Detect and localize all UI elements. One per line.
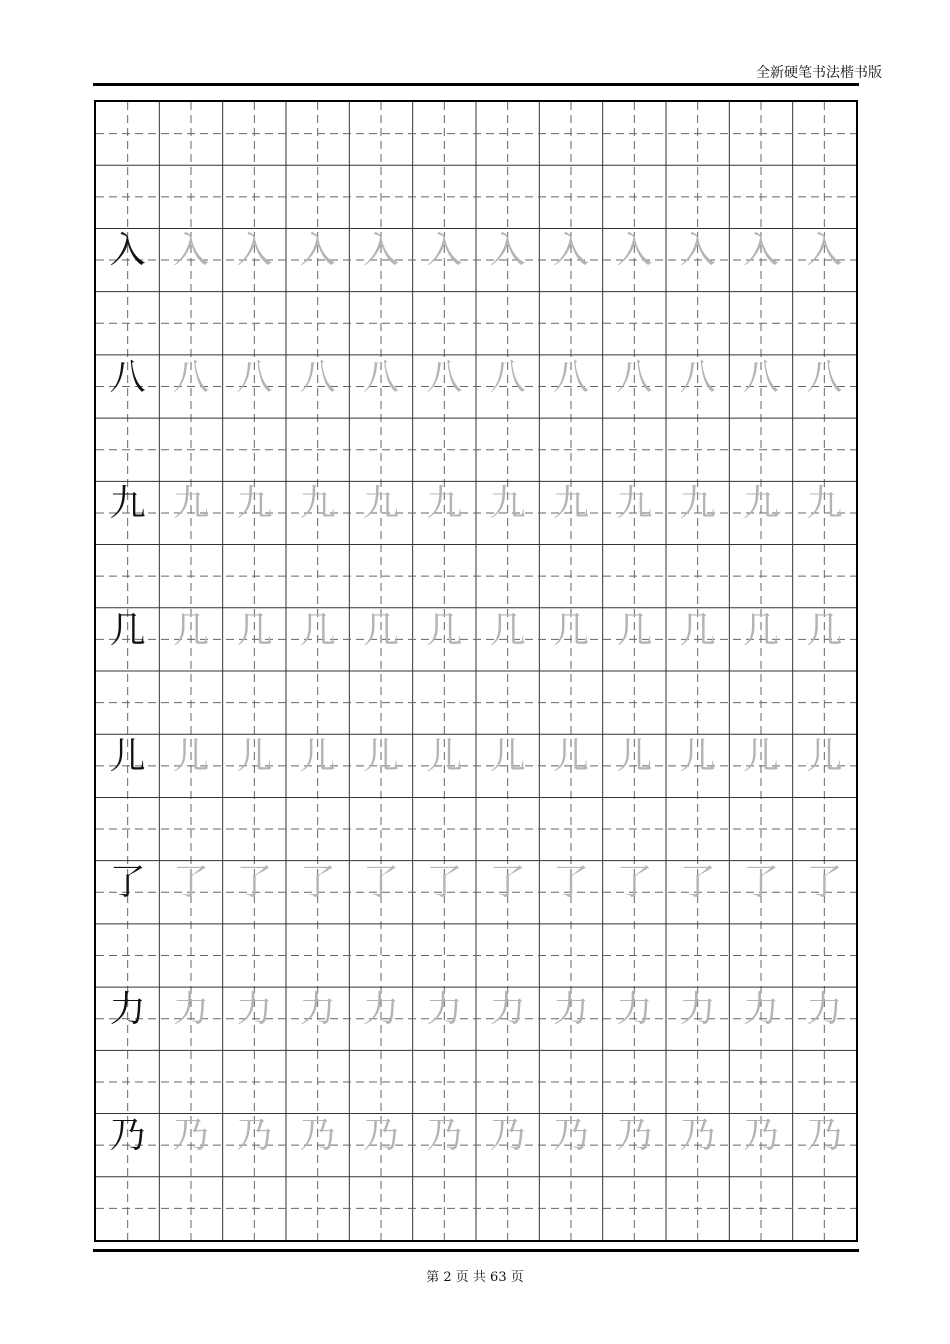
trace-character-cell [223,424,286,550]
trace-character: 八 [362,356,399,398]
trace-character: 几 [679,609,716,651]
trace-character: 八 [679,356,716,398]
trace-character-cell [793,677,856,803]
trace-character-cell [413,1056,476,1182]
trace-character: 儿 [742,736,779,777]
trace-character-cell [286,298,349,424]
trace-character: 儿 [679,736,716,777]
practice-row [96,930,856,1056]
trace-character-cell [539,803,602,929]
trace-character: 九 [806,483,843,525]
trace-character-cell [349,551,412,677]
trace-character-cell [539,551,602,677]
trace-character-cell [159,171,222,297]
trace-character: 入 [299,230,336,272]
trace-character: 乃 [616,1115,653,1157]
trace-character-cell [603,298,666,424]
model-character-cell [96,930,159,1056]
trace-character: 八 [616,356,653,398]
trace-character-cell [476,930,539,1056]
trace-character-cell [793,930,856,1056]
trace-character: 了 [236,862,273,904]
model-character: 八 [109,356,146,398]
trace-character-cell [413,171,476,297]
trace-character: 儿 [172,736,209,777]
trace-character-cell [729,930,792,1056]
trace-character-cell [603,803,666,929]
model-character: 了 [109,862,146,904]
trace-character-cell [729,298,792,424]
trace-character: 儿 [616,736,653,777]
trace-character: 力 [489,988,526,1030]
trace-character: 几 [806,609,843,651]
trace-character-cell [666,551,729,677]
trace-character-cell [793,171,856,297]
trace-character-cell [223,171,286,297]
model-character: 入 [109,230,146,272]
trace-character-cell [349,298,412,424]
trace-character: 了 [679,862,716,904]
trace-character-cell [539,298,602,424]
trace-character: 了 [552,862,589,904]
trace-character-cell [793,298,856,424]
trace-character-cell [349,677,412,803]
trace-character-cell [349,424,412,550]
practice-row [96,803,856,929]
model-character: 乃 [109,1115,146,1157]
trace-character: 了 [172,862,209,904]
trace-character: 儿 [426,736,463,777]
trace-character: 儿 [299,736,336,777]
trace-character: 八 [299,356,336,398]
trace-character-cell [159,1056,222,1182]
trace-character-cell [349,1056,412,1182]
trace-character: 入 [679,230,716,272]
trace-character-cell [286,677,349,803]
trace-character: 九 [172,483,209,525]
trace-character-cell [286,551,349,677]
trace-character: 力 [679,988,716,1030]
trace-character-cell [793,551,856,677]
trace-character: 入 [552,230,589,272]
trace-character: 乃 [426,1115,463,1157]
trace-character-cell [223,803,286,929]
practice-row [96,677,856,803]
trace-character: 力 [426,988,463,1030]
trace-character: 入 [236,230,273,272]
trace-character-cell [159,930,222,1056]
trace-character-cell [349,803,412,929]
trace-character-cell [286,1056,349,1182]
document-title: 全新硬笔书法楷书版 [756,65,882,81]
trace-character: 乃 [362,1115,399,1157]
trace-character: 儿 [362,736,399,777]
trace-character: 八 [742,356,779,398]
trace-character: 九 [489,483,526,525]
trace-character-cell [223,930,286,1056]
trace-character: 入 [172,230,209,272]
trace-character-cell [413,677,476,803]
model-character-cell [96,171,159,297]
trace-character: 力 [742,988,779,1030]
trace-character: 乃 [806,1115,843,1157]
trace-character-cell [539,930,602,1056]
trace-character: 乃 [679,1115,716,1157]
trace-character-cell [666,803,729,929]
trace-character: 几 [552,609,589,651]
trace-character-cell [349,171,412,297]
trace-character-cell [603,171,666,297]
trace-character: 乃 [236,1115,273,1157]
trace-character: 八 [426,356,463,398]
trace-character: 九 [236,483,273,525]
practice-row [96,1056,856,1182]
trace-character: 了 [362,862,399,904]
practice-row [96,171,856,297]
trace-character: 力 [806,988,843,1030]
trace-character-cell [476,803,539,929]
trace-character: 几 [236,609,273,651]
trace-character: 乃 [299,1115,336,1157]
model-character-cell [96,551,159,677]
trace-character-cell [286,803,349,929]
trace-character: 乃 [552,1115,589,1157]
trace-character: 力 [362,988,399,1030]
model-character-cell [96,677,159,803]
trace-character-cell [413,930,476,1056]
trace-character: 了 [616,862,653,904]
trace-character: 九 [426,483,463,525]
trace-character: 八 [236,356,273,398]
model-character-cell [96,803,159,929]
trace-character-cell [793,424,856,550]
trace-character-cell [413,424,476,550]
trace-character: 乃 [489,1115,526,1157]
trace-character-cell [349,930,412,1056]
trace-character-cell [666,424,729,550]
trace-character-cell [223,298,286,424]
trace-character-cell [666,1056,729,1182]
trace-character-cell [729,424,792,550]
trace-character-cell [539,677,602,803]
trace-character-cell [476,1056,539,1182]
trace-character: 八 [552,356,589,398]
trace-character-cell [539,424,602,550]
trace-character: 几 [616,609,653,651]
model-character-cell [96,424,159,550]
trace-character-cell [413,803,476,929]
model-character: 几 [109,609,146,651]
trace-character: 八 [806,356,843,398]
trace-character: 九 [742,483,779,525]
trace-character: 乃 [172,1115,209,1157]
trace-character-cell [793,1056,856,1182]
trace-character: 儿 [236,736,273,777]
trace-character: 几 [299,609,336,651]
trace-character-cell [539,1056,602,1182]
trace-character: 入 [616,230,653,272]
trace-character-cell [729,1056,792,1182]
trace-character-cell [666,171,729,297]
trace-character-cell [413,551,476,677]
trace-character: 八 [172,356,209,398]
practice-row [96,551,856,677]
trace-character-cell [666,930,729,1056]
trace-character-cell [603,551,666,677]
trace-character: 入 [489,230,526,272]
trace-character: 九 [362,483,399,525]
model-character: 儿 [109,736,146,777]
trace-character-cell [159,551,222,677]
trace-character: 几 [426,609,463,651]
trace-character-cell [666,298,729,424]
trace-character: 了 [489,862,526,904]
trace-character-cell [223,677,286,803]
trace-character-cell [223,551,286,677]
trace-character: 几 [362,609,399,651]
trace-character-cell [476,677,539,803]
trace-character-cell [159,424,222,550]
trace-character: 九 [679,483,716,525]
trace-character: 乃 [742,1115,779,1157]
trace-character: 九 [299,483,336,525]
trace-character: 几 [742,609,779,651]
trace-character-cell [476,551,539,677]
practice-sheet [94,100,858,1242]
trace-character-cell [413,298,476,424]
model-character-cell [96,298,159,424]
trace-character-cell [603,424,666,550]
trace-character-cell [159,298,222,424]
trace-character-cell [159,803,222,929]
trace-character-cell [603,1056,666,1182]
practice-row [96,424,856,550]
model-character-cell [96,1056,159,1182]
trace-character: 了 [742,862,779,904]
trace-character: 入 [806,230,843,272]
trace-character-cell [476,424,539,550]
model-character: 力 [109,988,146,1030]
trace-character-cell [223,1056,286,1182]
trace-character: 了 [299,862,336,904]
trace-character-cell [793,803,856,929]
trace-character: 儿 [552,736,589,777]
trace-character: 儿 [806,736,843,777]
trace-character-cell [729,551,792,677]
trace-character-cell [159,677,222,803]
footer-rule [93,1249,859,1252]
trace-character: 了 [426,862,463,904]
trace-character-cell [286,424,349,550]
trace-character: 了 [806,862,843,904]
trace-character-cell [286,930,349,1056]
trace-character-cell [286,171,349,297]
trace-character: 八 [489,356,526,398]
trace-character: 力 [299,988,336,1030]
header-rule [93,83,859,86]
model-character: 九 [109,483,146,525]
trace-character-cell [666,677,729,803]
trace-character-cell [729,677,792,803]
trace-character: 九 [552,483,589,525]
trace-character: 九 [616,483,653,525]
trace-character: 入 [362,230,399,272]
trace-character: 儿 [489,736,526,777]
trace-character: 入 [426,230,463,272]
trace-character: 力 [236,988,273,1030]
trace-character: 入 [742,230,779,272]
trace-character-cell [729,171,792,297]
trace-character-cell [603,677,666,803]
trace-character-cell [729,803,792,929]
trace-character: 几 [489,609,526,651]
trace-character-cell [476,171,539,297]
trace-character: 力 [616,988,653,1030]
trace-character: 力 [172,988,209,1030]
trace-character-cell [476,298,539,424]
practice-row [96,298,856,424]
trace-character: 几 [172,609,209,651]
trace-character-cell [603,930,666,1056]
page-number: 第 2 页 共 63 页 [426,1270,524,1285]
trace-character-cell [539,171,602,297]
trace-character: 力 [552,988,589,1030]
